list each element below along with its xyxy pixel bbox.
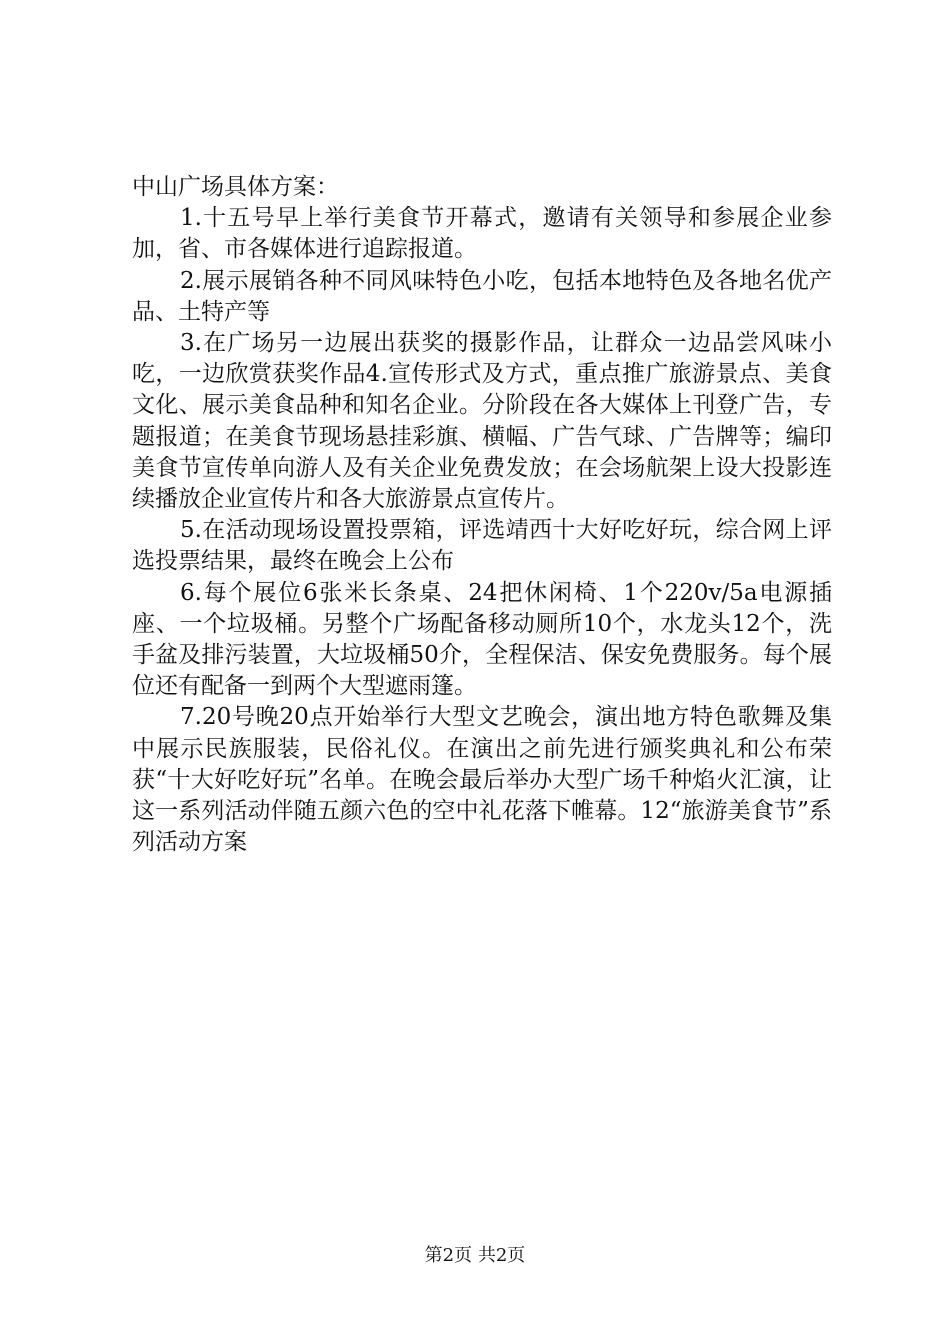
- list-item-2: 2.展示展销各种不同风味特色小吃，包括本地特色及各地名优产品、土特产等: [132, 267, 832, 325]
- page-number-footer: 第2页 共2页: [424, 1245, 526, 1266]
- list-item-5: 5.在活动现场设置投票箱，评选靖西十大好吃好玩，综合网上评选投票结果，最终在晚会上公布: [132, 517, 832, 575]
- list-item-7: 7.20号晚20点开始举行大型文艺晚会，演出地方特色歌舞及集中展示民族服装，民俗礼仪。在演出之前先进行颁奖典礼和公布荣获“十大好吃好玩”名单。在晚会最后举办大型广场千种焰火汇演，让这一系列活动伴随五颜六色的空中礼花落下帷幕。12“旅游美食节”系列活动方案: [132, 704, 832, 856]
- document-body: [132, 172, 832, 858]
- list-item-1: 1.十五号早上举行美食节开幕式，邀请有关领导和参展企业参加，省、市各媒体进行追踪报道。: [132, 205, 832, 263]
- section-heading: 中山广场具体方案：: [132, 174, 339, 200]
- list-item-3: 3.在广场另一边展出获奖的摄影作品，让群众一边品尝风味小吃，一边欣赏获奖作品4.宣传形式及方式，重点推广旅游景点、美食文化、展示美食品种和知名企业。分阶段在各大媒体上刊登广告，专题报道；在美食节现场悬挂彩旗、横幅、广告气球、广告牌等；编印美食节宣传单向游人及有关企业免费发放；在会场航架上设大投影连续播放企业宣传片和各大旅游景点宣传片。: [132, 330, 832, 513]
- list-item-6: 6.每个展位6张米长条桌、24把休闲椅、1个220v/5a电源插座、一个垃圾桶。另整个广场配备移动厕所10个，水龙头12个，洗手盆及排污装置，大垃圾桶50介，全程保洁、保安免费服务。每个展位还有配备一到两个大型遮雨篷。: [132, 579, 832, 700]
